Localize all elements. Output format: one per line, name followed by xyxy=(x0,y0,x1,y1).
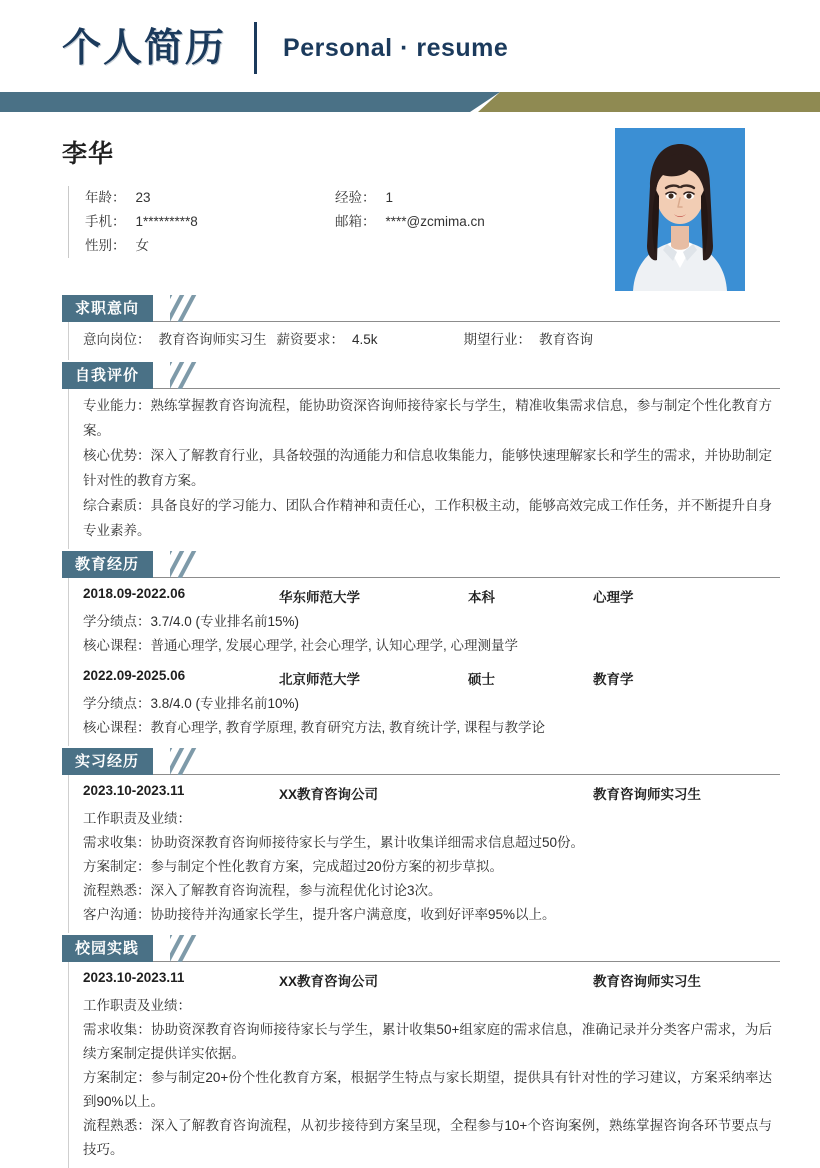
info-value: 1 xyxy=(385,190,394,205)
section-internship xyxy=(0,748,820,933)
page-title-en: Personal · resume xyxy=(283,33,509,62)
portrait-illustration xyxy=(615,128,745,291)
self-eval-paragraph: 核心优势：深入了解教育行业，具备较强的沟通能力和信息收集能力，能够快速理解家长和学生的需求，并协助制定针对性的教育方案。 xyxy=(83,448,772,488)
header-band-gold xyxy=(478,92,820,112)
entry-detail-line: 流程熟悉：深入了解教育咨询流程，参与流程优化讨论3次。 xyxy=(83,883,442,898)
profile-info-grid xyxy=(68,186,588,258)
entry-detail-line: 工作职责及业绩： xyxy=(83,811,191,826)
info-field-phone xyxy=(85,210,335,234)
info-value: 女 xyxy=(135,238,149,253)
section-body xyxy=(68,578,780,746)
section-body xyxy=(68,322,780,360)
page-title-cn: 个人简历 xyxy=(62,25,227,71)
entry-header-row xyxy=(83,970,780,994)
entry-detail-line: 需求收集：协助资深教育咨询师接待家长与学生，累计收集详细需求信息超过50份。 xyxy=(83,835,585,850)
profile-block xyxy=(0,118,820,293)
entry-detail-line: 核心课程：普通心理学, 发展心理学, 社会心理学, 认知心理学, 心理测量学 xyxy=(83,638,519,653)
header-band-blue xyxy=(0,92,500,112)
section-title-campus-practice: 校园实践 xyxy=(62,935,153,962)
entry-company: XX教育咨询公司 xyxy=(279,787,379,802)
section-header xyxy=(62,362,780,389)
entry-detail-line: 客户沟通：协助接待并沟通家长学生，提升客户满意度，收到好评率95%以上。 xyxy=(83,907,556,922)
entry-role: 教育咨询师实习生 xyxy=(593,974,701,989)
section-title-job-intention: 求职意向 xyxy=(62,295,153,322)
entry-date: 2022.09-2025.06 xyxy=(83,668,186,683)
entry-detail-line: 需求收集：协助资深教育咨询师接待家长与学生，累计收集50+组家庭的需求信息，准确记录并分类客户需求，为后续方案制定提供详实依据。 xyxy=(83,1022,772,1061)
section-header xyxy=(62,551,780,578)
section-stripes-decor xyxy=(170,362,228,389)
section-education xyxy=(0,551,820,746)
entry-detail-line: 方案制定：参与制定20+份个性化教育方案，根据学生特点与家长期望，提供具有针对性的学习建议，方案采纳率达到90%以上。 xyxy=(83,1070,772,1109)
info-field-age xyxy=(85,186,335,210)
entry-detail-line: 流程熟悉：深入了解教育咨询流程，从初步接待到方案呈现，全程参与10+个咨询案例，熟练掌握咨询各环节要点与技巧。 xyxy=(83,1118,772,1157)
section-title-education: 教育经历 xyxy=(62,551,153,578)
education-entry xyxy=(83,658,780,740)
intent-industry-value: 教育咨询 xyxy=(539,332,594,347)
header-band xyxy=(0,92,820,112)
section-body xyxy=(68,962,780,1168)
entry-detail-line: 学分绩点：3.7/4.0 (专业排名前15%) xyxy=(83,614,300,629)
section-header xyxy=(62,295,780,322)
section-title-internship: 实习经历 xyxy=(62,748,153,775)
entry-date: 2018.09-2022.06 xyxy=(83,586,186,601)
section-self-evaluation xyxy=(0,362,820,549)
education-entry xyxy=(83,582,780,658)
section-job-intention xyxy=(0,295,820,360)
section-header xyxy=(62,748,780,775)
section-stripes-decor xyxy=(170,748,228,775)
entry-major: 心理学 xyxy=(593,590,634,605)
entry-company: XX教育咨询公司 xyxy=(279,974,379,989)
section-stripes-decor xyxy=(170,295,228,322)
info-field-email xyxy=(335,210,485,234)
intent-salary-label: 薪资要求： xyxy=(276,332,344,347)
self-eval-paragraph: 专业能力：熟练掌握教育咨询流程，能协助资深咨询师接待家长与学生，精准收集需求信息，参与制定个性化教育方案。 xyxy=(83,398,772,438)
entry-school: 北京师范大学 xyxy=(279,672,360,687)
entry-header-row xyxy=(83,668,780,692)
intent-position-value: 教育咨询师实习生 xyxy=(158,332,267,347)
self-eval-paragraph: 综合素质：具备良好的学习能力、团队合作精神和责任心，工作积极主动，能够高效完成工作任务，并不断提升自身专业素养。 xyxy=(83,498,772,538)
entry-detail-line: 工作职责及业绩： xyxy=(83,998,191,1013)
info-label: 年龄： xyxy=(85,190,126,205)
entry-detail-line: 核心课程：教育心理学, 教育学原理, 教育研究方法, 教育统计学, 课程与教学论 xyxy=(83,720,546,735)
section-stripes-decor xyxy=(170,935,228,962)
info-label: 性别： xyxy=(85,238,126,253)
page-header xyxy=(0,0,820,118)
intent-salary-value: 4.5k xyxy=(352,332,378,347)
section-body xyxy=(68,389,780,549)
profile-photo xyxy=(615,128,745,291)
internship-entry xyxy=(83,779,780,927)
entry-header-row xyxy=(83,586,780,610)
info-field-gender xyxy=(85,234,335,258)
section-title-self-evaluation: 自我评价 xyxy=(62,362,153,389)
info-value: ****@zcmima.cn xyxy=(385,214,485,229)
info-label: 手机： xyxy=(85,214,126,229)
intent-industry-label: 期望行业： xyxy=(463,332,532,347)
entry-date: 2023.10-2023.11 xyxy=(83,970,185,985)
section-campus-practice xyxy=(0,935,820,1168)
info-row xyxy=(85,210,588,234)
entry-header-row xyxy=(83,783,780,807)
entry-degree: 本科 xyxy=(468,590,495,605)
entry-role: 教育咨询师实习生 xyxy=(593,787,701,802)
info-row xyxy=(85,186,588,210)
entry-degree: 硕士 xyxy=(468,672,495,687)
header-title-row xyxy=(0,0,820,74)
entry-detail-line: 方案制定：参与制定个性化教育方案，完成超过20份方案的初步草拟。 xyxy=(83,859,504,874)
entry-detail-line: 学分绩点：3.8/4.0 (专业排名前10%) xyxy=(83,696,300,711)
info-label: 经验： xyxy=(335,190,376,205)
entry-major: 教育学 xyxy=(593,672,634,687)
entry-school: 华东师范大学 xyxy=(279,590,360,605)
campus-practice-entry xyxy=(83,966,780,1162)
title-divider xyxy=(254,22,257,74)
info-row xyxy=(85,234,588,258)
info-value: 23 xyxy=(135,190,151,205)
info-field-experience xyxy=(335,186,393,210)
candidate-name: 李华 xyxy=(62,140,115,168)
intent-position-label: 意向岗位： xyxy=(83,332,151,347)
job-intention-row xyxy=(83,326,780,354)
info-label: 邮箱： xyxy=(335,214,376,229)
section-body xyxy=(68,775,780,933)
info-value: 1*********8 xyxy=(135,214,198,229)
section-stripes-decor xyxy=(170,551,228,578)
section-header xyxy=(62,935,780,962)
entry-date: 2023.10-2023.11 xyxy=(83,783,185,798)
